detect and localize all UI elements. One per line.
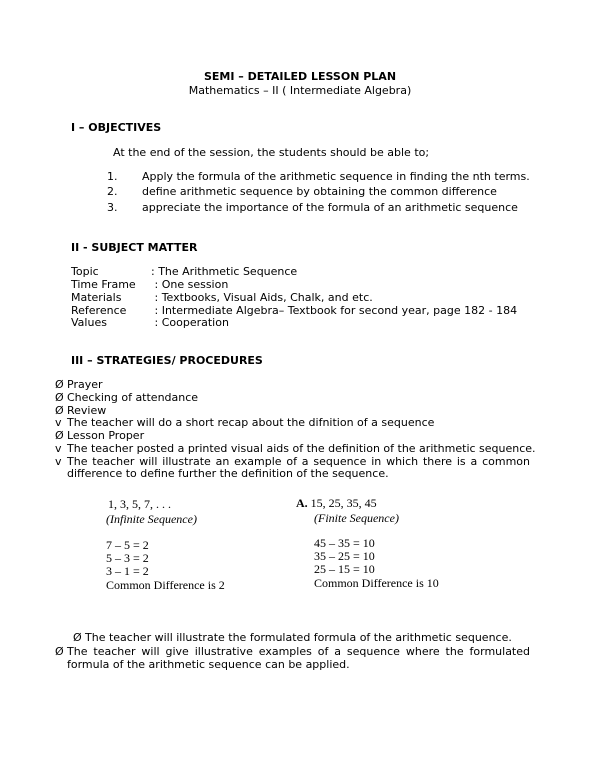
closing-item: [73, 631, 512, 644]
subject-matter-row: [71, 278, 228, 291]
difference-line: 3 – 1 = 2: [106, 564, 149, 578]
bullet-icon: Ø: [55, 429, 64, 442]
strategy-continuation: difference to define further the definition of the sequence.: [67, 467, 389, 480]
subject-value: : One session: [151, 278, 229, 291]
strategy-text: The teacher will do a short recap about the difnition of a sequence: [67, 416, 435, 429]
objective-text: Apply the formula of the arithmetic sequence in finding the nth terms.: [142, 170, 530, 183]
subject-matter-row: [71, 265, 297, 278]
bullet-icon: Ø: [55, 378, 64, 391]
objective-item: [107, 170, 530, 183]
objective-number: 1.: [107, 170, 118, 183]
subject-matter-heading: II - SUBJECT MATTER: [71, 241, 198, 254]
subject-label: Values: [71, 316, 107, 329]
difference-line: 5 – 3 = 2: [106, 551, 149, 565]
subject-label: Reference: [71, 304, 127, 317]
common-difference-result: Common Difference is 10: [314, 576, 439, 590]
strategy-text: Prayer: [67, 378, 103, 391]
objective-text: appreciate the importance of the formula of an arithmetic sequence: [142, 201, 518, 214]
closing-item: [55, 645, 530, 658]
common-difference-result: Common Difference is 2: [106, 578, 225, 592]
strategy-text: Lesson Proper: [67, 429, 145, 442]
strategy-item: [55, 391, 198, 404]
objectives-intro: At the end of the session, the students should be able to;: [113, 146, 430, 159]
strategy-text: Checking of attendance: [67, 391, 199, 404]
bullet-icon: Ø: [55, 645, 64, 658]
strategy-text: The teacher will illustrate an example of a sequence in which there is a common: [67, 455, 530, 468]
bullet-icon: Ø: [55, 404, 64, 417]
finite-sequence-values: 15, 25, 35, 45: [307, 496, 377, 510]
finite-sequence-caption: (Finite Sequence): [314, 511, 399, 525]
subject-label: Time Frame: [71, 278, 136, 291]
example-marker: A.: [296, 496, 308, 510]
subject-label: Materials: [71, 291, 122, 304]
strategy-item: [55, 429, 144, 442]
infinite-sequence-caption: (Infinite Sequence): [106, 512, 197, 526]
subject-label: Topic: [71, 265, 99, 278]
difference-line: 25 – 15 = 10: [314, 562, 375, 576]
strategy-item: [55, 378, 103, 391]
objectives-heading: I – OBJECTIVES: [71, 121, 162, 134]
infinite-sequence: 1, 3, 5, 7, . . .: [108, 497, 171, 511]
objective-number: 3.: [107, 201, 118, 214]
objective-text: define arithmetic sequence by obtaining the common difference: [142, 185, 497, 198]
bullet-icon: v: [55, 442, 62, 455]
subject-matter-row: [71, 291, 373, 304]
closing-continuation: formula of the arithmetic sequence can be applied.: [67, 658, 350, 671]
strategy-item: [55, 442, 536, 455]
document-title: SEMI – DETAILED LESSON PLAN: [203, 70, 397, 83]
objective-item: [107, 201, 518, 214]
subject-matter-row: [71, 316, 229, 329]
strategy-text: The teacher posted a printed visual aids of the definition of the arithmetic sequence.: [67, 442, 536, 455]
subject-value: : Intermediate Algebra– Textbook for second year, page 182 - 184: [151, 304, 518, 317]
document-subtitle: Mathematics – II ( Intermediate Algebra): [188, 84, 412, 97]
bullet-icon: v: [55, 455, 62, 468]
strategy-text: Review: [67, 404, 107, 417]
strategy-item: [55, 416, 434, 429]
strategies-heading: III – STRATEGIES/ PROCEDURES: [71, 354, 263, 367]
closing-text: The teacher will give illustrative examples of a sequence where the formulated: [67, 645, 530, 658]
subject-value: : Cooperation: [151, 316, 229, 329]
subject-value: : Textbooks, Visual Aids, Chalk, and etc.: [151, 291, 373, 304]
subject-value: : The Arithmetic Sequence: [151, 265, 298, 278]
difference-line: 45 – 35 = 10: [314, 536, 375, 550]
objective-item: [107, 185, 497, 198]
difference-line: 7 – 5 = 2: [106, 538, 149, 552]
bullet-icon: Ø: [55, 391, 64, 404]
difference-line: 35 – 25 = 10: [314, 549, 375, 563]
bullet-icon: Ø: [73, 631, 82, 644]
objective-number: 2.: [107, 185, 118, 198]
bullet-icon: v: [55, 416, 62, 429]
closing-text: The teacher will illustrate the formulated formula of the arithmetic sequence.: [85, 631, 512, 644]
finite-sequence: [296, 496, 377, 511]
